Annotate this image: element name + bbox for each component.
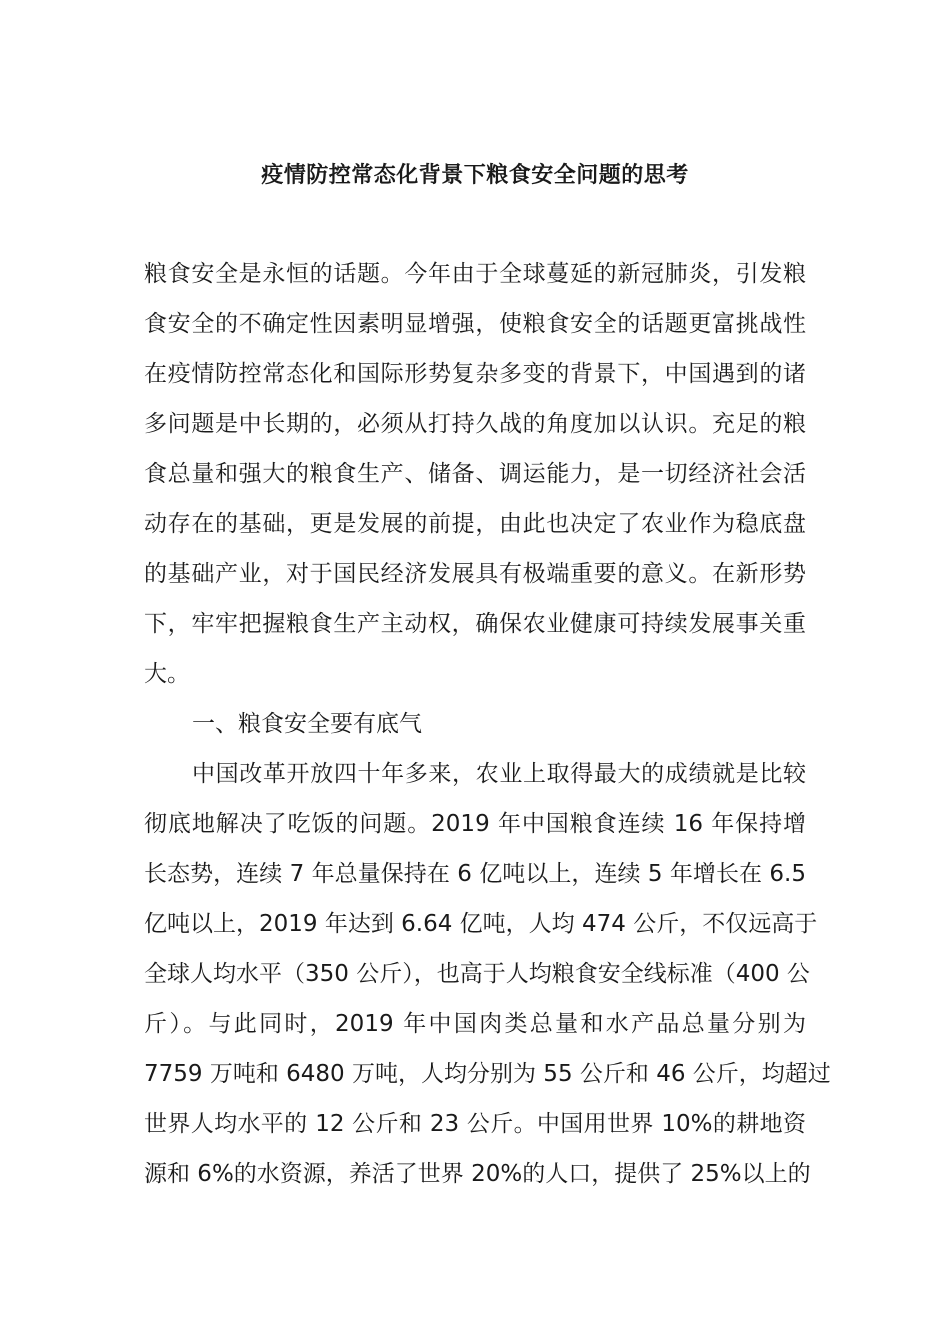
paragraph-line: 全球人均水平（350 公斤），也高于人均粮食安全线标准（400 公 xyxy=(144,961,810,987)
paragraph-line: 多问题是中长期的，必须从打持久战的角度加以认识。充足的粮 xyxy=(144,411,806,437)
paragraph-line: 食安全的不确定性因素明显增强，使粮食安全的话题更富挑战性 xyxy=(144,311,806,337)
paragraph-line: 斤）。与此同时，2019 年中国肉类总量和水产品总量分别为 xyxy=(144,1011,806,1037)
paragraph-line: 7759 万吨和 6480 万吨，人均分别为 55 公斤和 46 公斤，均超过 xyxy=(144,1061,831,1087)
paragraph-line: 在疫情防控常态化和国际形势复杂多变的背景下，中国遇到的诸 xyxy=(144,361,806,387)
paragraph-line: 彻底地解决了吃饭的问题。2019 年中国粮食连续 16 年保持增 xyxy=(144,811,806,837)
paragraph-line: 源和 6%的水资源，养活了世界 20%的人口，提供了 25%以上的 xyxy=(144,1161,811,1187)
paragraph-line: 亿吨以上，2019 年达到 6.64 亿吨，人均 474 公斤，不仅远高于 xyxy=(144,911,818,937)
paragraph-line: 的基础产业，对于国民经济发展具有极端重要的意义。在新形势 xyxy=(144,561,806,587)
paragraph-line: 下，牢牢把握粮食生产主动权，确保农业健康可持续发展事关重 xyxy=(144,611,806,637)
paragraph-line: 食总量和强大的粮食生产、储备、调运能力，是一切经济社会活 xyxy=(144,461,806,487)
paragraph-line: 长态势，连续 7 年总量保持在 6 亿吨以上，连续 5 年增长在 6.5 xyxy=(144,861,806,887)
paragraph-line: 世界人均水平的 12 公斤和 23 公斤。中国用世界 10%的耕地资 xyxy=(144,1111,806,1137)
paragraph-line: 中国改革开放四十年多来，农业上取得最大的成绩就是比较 xyxy=(192,761,806,787)
page-title: 疫情防控常态化背景下粮食安全问题的思考 xyxy=(261,163,689,188)
section-heading: 一、粮食安全要有底气 xyxy=(192,711,422,737)
paragraph-line: 动存在的基础，更是发展的前提，由此也决定了农业作为稳底盘 xyxy=(144,511,806,537)
paragraph-line: 大。 xyxy=(144,661,190,687)
paragraph-line: 粮食安全是永恒的话题。今年由于全球蔓延的新冠肺炎，引发粮 xyxy=(144,261,806,287)
